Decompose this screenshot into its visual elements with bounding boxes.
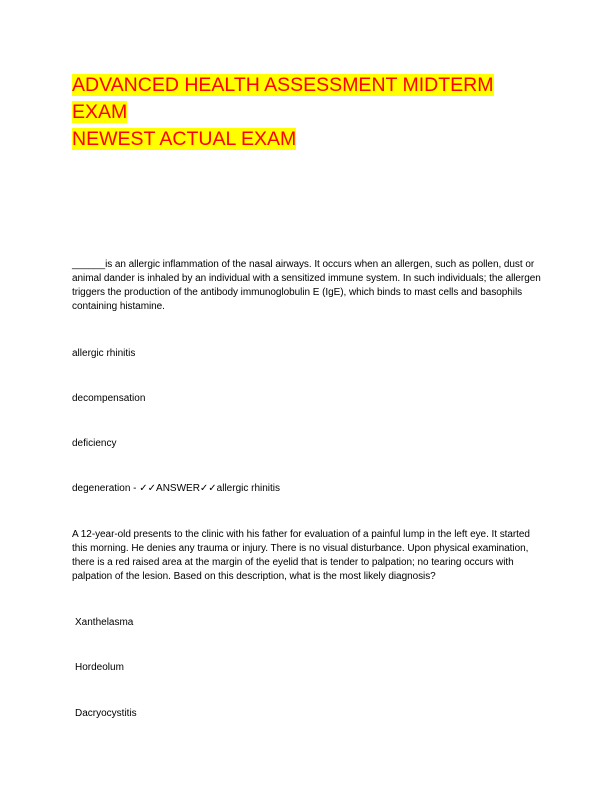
title-line-2: NEWEST ACTUAL EXAM bbox=[72, 128, 297, 150]
question-1-option-3: deficiency bbox=[72, 438, 117, 449]
question-2-option-1: Xanthelasma bbox=[75, 617, 134, 628]
question-1-text: ______is an allergic inflammation of the nasal airways. It occurs when an allergen, such as pollen, dust or animal dander is inhaled by an individual with a sensitized immune system. In such individuals; the allergen triggers the production of the antibody immunoglobulin E (IgE), which binds to mast cells and basophils containing histamine. bbox=[72, 259, 541, 312]
question-1-option-1: allergic rhinitis bbox=[72, 348, 136, 359]
question-1-option-4-answer: degeneration - ✓✓ANSWER✓✓allergic rhinitis bbox=[72, 483, 281, 494]
document-title bbox=[72, 72, 542, 153]
question-1-option-2: decompensation bbox=[72, 393, 146, 404]
question-2-option-3: Dacryocystitis bbox=[75, 708, 137, 719]
question-2-option-2: Hordeolum bbox=[75, 662, 124, 673]
question-2-text: A 12-year-old presents to the clinic with his father for evaluation of a painful lump in the left eye. It started this morning. He denies any trauma or injury. There is no visual disturbance. Upon physical examination, there is a red raised area at the margin of the eyelid that is tender to palpation; no tearing occurs with palpation of the lesion. Based on this description, what is the most likely diagnosis? bbox=[72, 529, 530, 582]
title-line-1: ADVANCED HEALTH ASSESSMENT MIDTERM EXAM bbox=[72, 74, 494, 123]
